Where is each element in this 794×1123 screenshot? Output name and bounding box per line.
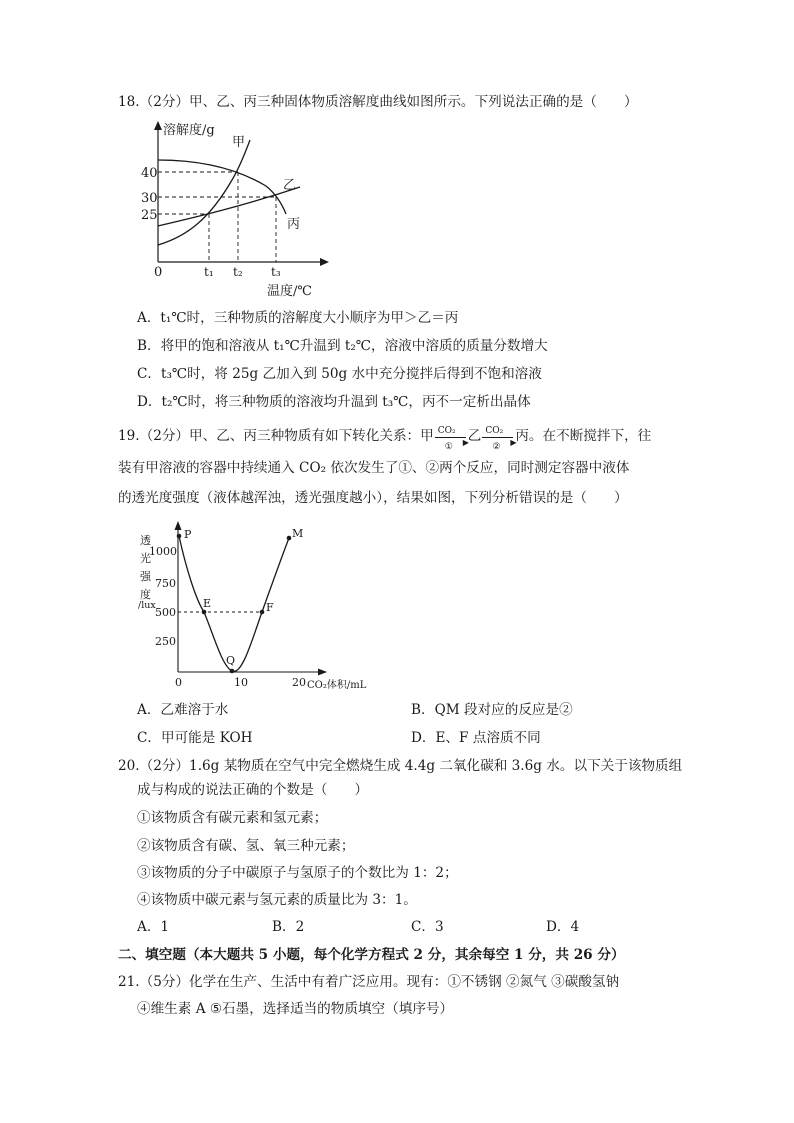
label-p: P	[184, 528, 192, 541]
q18-option-c: C．t₃℃时，将 25g 乙加入到 50g 水中充分搅拌后得到不饱和溶液	[137, 366, 542, 382]
xtick-t2: t₂	[233, 265, 243, 279]
section-heading: 二、填空题（本大题共 5 小题，每个化学方程式 2 分，其余每空 1 分，共 26 分）	[118, 947, 625, 963]
q20-stem-line2: 成与构成的说法正确的个数是（ ）	[137, 782, 369, 798]
label-bing: 丙	[287, 217, 301, 232]
transmittance-curve	[179, 536, 289, 671]
arrow2-top: CO₂	[485, 426, 504, 436]
point-q	[230, 669, 235, 674]
curve-yi	[158, 187, 300, 226]
q18-option-a: A．t₁℃时，三种物质的溶解度大小顺序为甲＞乙＝丙	[137, 310, 459, 326]
point-e	[202, 610, 207, 615]
label-m: M	[292, 527, 304, 540]
ylabel-char-1: 透	[140, 534, 151, 547]
label-e: E	[203, 597, 212, 610]
ylabel-char-4: 度	[140, 588, 151, 601]
label-f: F	[266, 601, 274, 614]
ylabel-unit: /lux	[138, 600, 156, 611]
ytick-30: 30	[141, 191, 158, 206]
curve-bing	[158, 160, 286, 214]
q20-option-a: A．1	[137, 919, 170, 935]
q21-stem-line1: 21.（5分）化学在生产、生活中有着广泛应用。现有：①不锈钢 ②氮气 ③碳酸氢钠	[118, 974, 620, 990]
xtick-20: 20	[292, 676, 306, 689]
q20-option-c: C．3	[411, 919, 444, 935]
xtick-0: 0	[175, 676, 182, 689]
q19-stem-post: 丙。在不断搅拌下，往	[515, 428, 652, 444]
ylabel-char-2: 光	[140, 552, 151, 565]
q18-option-b: B．将甲的饱和溶液从 t₁℃升温到 t₂℃，溶液中溶质的质量分数增大	[137, 338, 548, 354]
q19-xlabel: CO₂体积/mL	[307, 680, 367, 691]
reaction-arrow-1: CO₂ ▶ ①	[434, 426, 468, 446]
ytick-500: 500	[155, 606, 176, 619]
ytick-25: 25	[141, 208, 158, 223]
arrow1-top: CO₂	[437, 426, 456, 436]
arrow1-bottom: ①	[444, 442, 453, 452]
q21-stem-line2: ④维生素 A ⑤石墨，选择适当的物质填空（填序号）	[137, 1001, 454, 1017]
q19-stem-line3: 的透光度强度（液体越浑浊，透光强度越小），结果如图，下列分析错误的是（ ）	[118, 490, 628, 506]
q19-option-c: C．甲可能是 KOH	[137, 730, 253, 746]
q20-option-d: D．4	[546, 919, 580, 935]
point-f	[260, 610, 265, 615]
q20-statement-1: ①该物质含有碳元素和氢元素；	[137, 810, 328, 826]
label-yi: 乙	[283, 178, 297, 193]
q18-stem: 18.（2分）甲、乙、丙三种固体物质溶解度曲线如图所示。下列说法正确的是（ ）	[118, 94, 638, 110]
point-p	[177, 534, 182, 539]
q20-statement-2: ②该物质含有碳、氢、氧三种元素；	[137, 838, 355, 854]
xtick-t1: t₁	[204, 265, 214, 279]
q18-ylabel: 溶解度/g	[163, 123, 215, 138]
ytick-250: 250	[155, 635, 176, 648]
curve-jia	[158, 140, 250, 245]
q19-stem-pre: 19.（2分）甲、乙、丙三种物质有如下转化关系：甲	[118, 428, 434, 444]
q20-option-b: B．2	[272, 919, 305, 935]
q19-option-b: B．QM 段对应的反应是②	[411, 702, 573, 718]
q20-stem-line1: 20.（2分）1.6g 某物质在空气中完全燃烧生成 4.4g 二氧化碳和 3.6g 水。以下关于该物质组	[118, 758, 683, 774]
arrow2-bottom: ②	[492, 442, 501, 452]
q19-stem-line1	[118, 426, 652, 452]
ytick-40: 40	[141, 166, 158, 181]
q20-statement-3: ③该物质的分子中碳原子与氢原子的个数比为 1：2；	[137, 865, 458, 881]
q20-statement-4: ④该物质中碳元素与氢元素的质量比为 3：1。	[137, 892, 417, 908]
q18-option-d: D．t₂℃时，将三种物质的溶液均升温到 t₃℃，丙不一定析出晶体	[137, 394, 531, 410]
point-m	[287, 536, 292, 541]
label-q: Q	[226, 654, 236, 667]
xtick-origin: 0	[154, 265, 163, 280]
ytick-750: 750	[155, 577, 176, 590]
q19-option-d: D．E、F 点溶质不同	[411, 730, 541, 746]
q19-stem-line2: 装有甲溶液的容器中持续通入 CO₂ 依次发生了①、②两个反应，同时测定容器中液体	[118, 460, 630, 476]
ylabel-char-3: 强	[140, 570, 151, 583]
q19-stem-mid: 乙	[467, 428, 482, 444]
xtick-10: 10	[234, 676, 248, 689]
q19-option-a: A．乙难溶于水	[137, 702, 229, 718]
xtick-t3: t₃	[271, 265, 281, 279]
ytick-1000: 1000	[149, 545, 177, 558]
reaction-arrow-2: CO₂ ▶ ②	[481, 426, 515, 446]
q18-xlabel: 温度/℃	[267, 284, 312, 299]
label-jia: 甲	[232, 135, 246, 150]
